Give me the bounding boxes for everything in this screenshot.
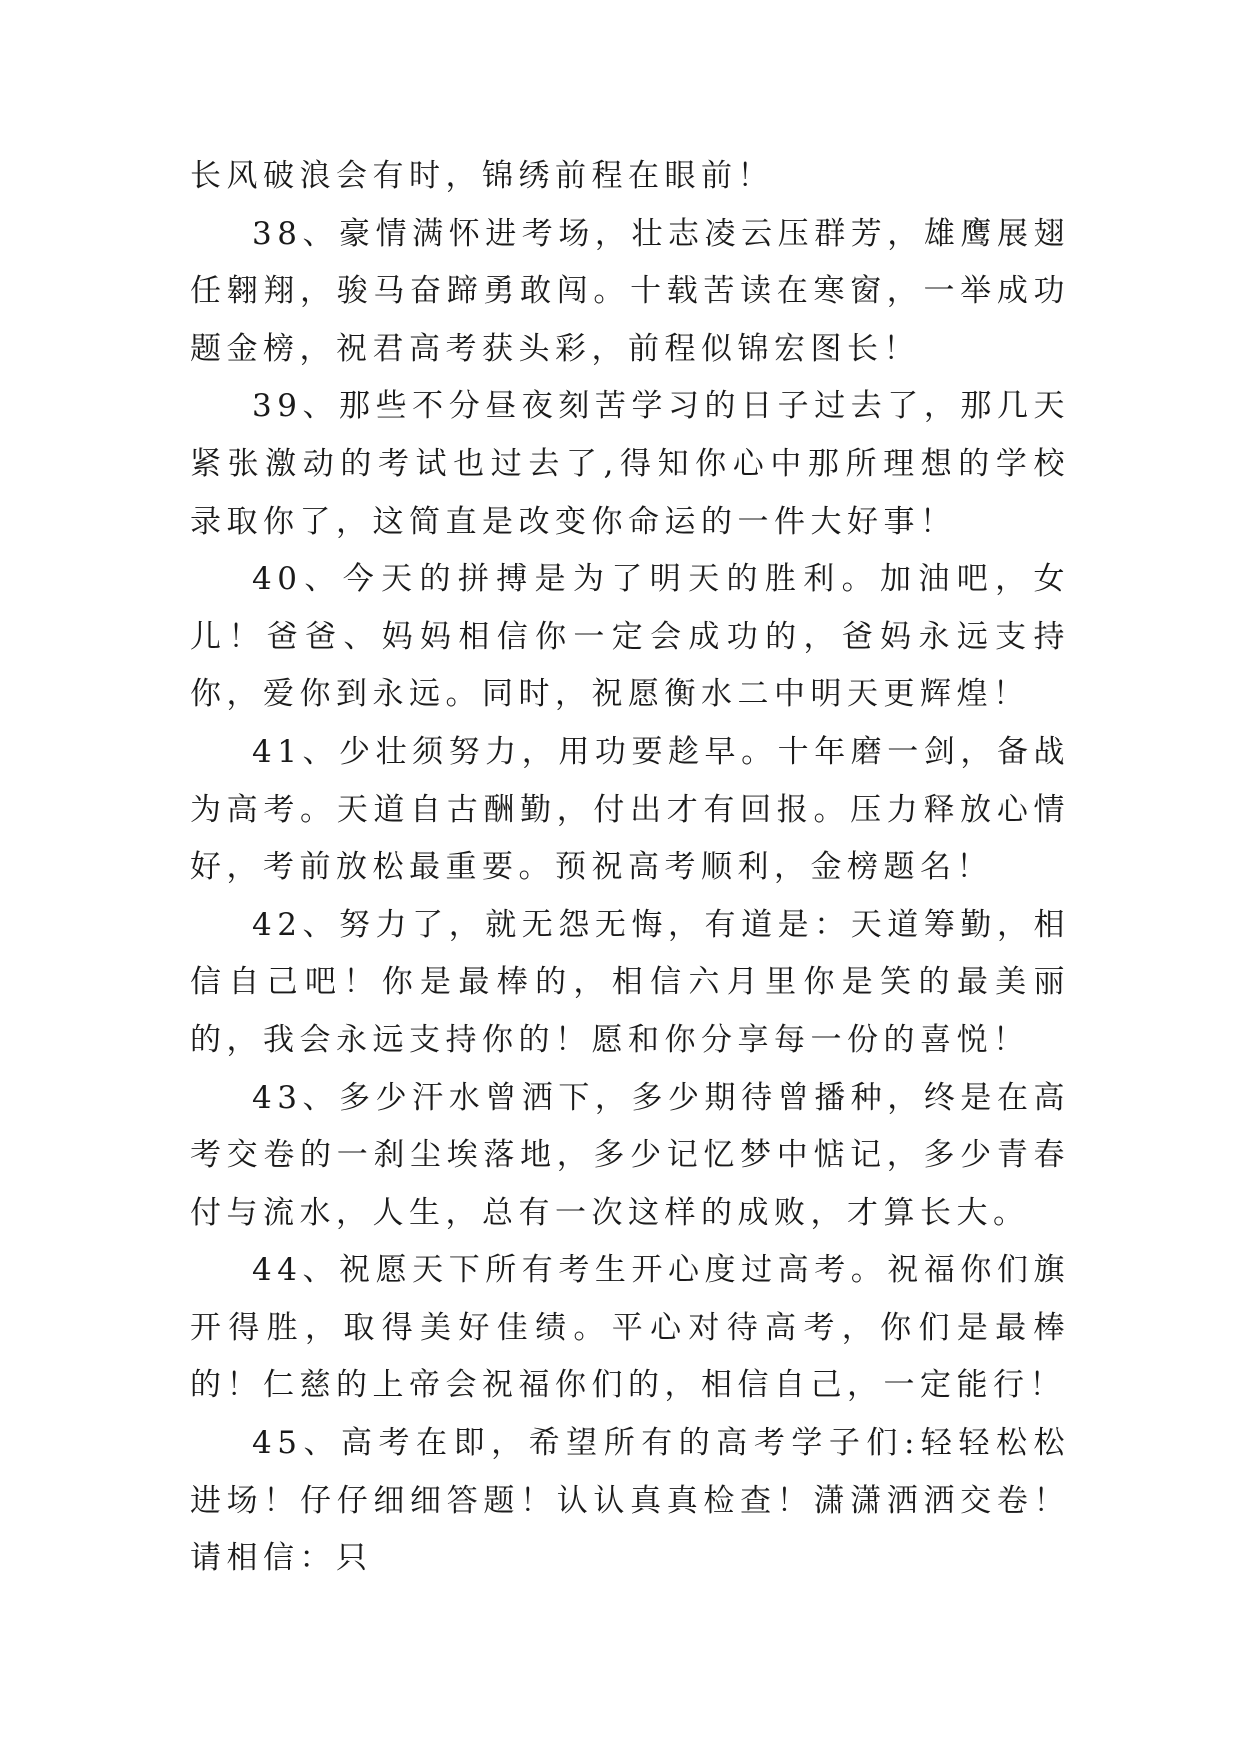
paragraph-continuation: 长风破浪会有时，锦绣前程在眼前！ (190, 158, 774, 194)
paragraph-wish-39: 39、那些不分昼夜刻苦学习的日子过去了，那几天紧张激动的考试也过去了,得知你心中那所理想的学校录取你了，这简直是改变你命运的一件大好事！ (190, 388, 1070, 540)
paragraph-wish-43: 43、多少汗水曾洒下，多少期待曾播种，终是在高考交卷的一刹尘埃落地，多少记忆梦中惦记，多少青春付与流水，人生，总有一次这样的成败，才算长大。 (190, 1079, 1070, 1231)
paragraph-wish-38: 38、豪情满怀进考场，壮志凌云压群芳，雄鹰展翅任翱翔，骏马奋蹄勇敢闯。十载苦读在寒窗，一举成功题金榜，祝君高考获头彩，前程似锦宏图长！ (190, 215, 1070, 367)
paragraph-wish-45: 45、高考在即，希望所有的高考学子们:轻轻松松进场！仔仔细细答题！认认真真检查！潇潇洒洒交卷！请相信：只 (190, 1425, 1070, 1577)
paragraph-wish-41: 41、少壮须努力，用功要趁早。十年磨一剑，备战为高考。天道自古酬勤，付出才有回报。压力释放心情好，考前放松最重要。预祝高考顺利，金榜题名！ (190, 733, 1070, 886)
paragraph-wish-42: 42、努力了，就无怨无悔，有道是：天道筹勤，相信自己吧！你是最棒的，相信六月里你是笑的最美丽的，我会永远支持你的！愿和你分享每一份的喜悦！ (190, 906, 1070, 1058)
document-page (190, 148, 1070, 1588)
paragraph-wish-40: 40、今天的拼搏是为了明天的胜利。加油吧，女儿！爸爸、妈妈相信你一定会成功的，爸妈永远支持你，爱你到永远。同时，祝愿衡水二中明天更辉煌！ (190, 561, 1070, 713)
paragraph-wish-44: 44、祝愿天下所有考生开心度过高考。祝福你们旗开得胜，取得美好佳绩。平心对待高考，你们是最棒的！仁慈的上帝会祝福你们的，相信自己，一定能行！ (190, 1252, 1070, 1404)
